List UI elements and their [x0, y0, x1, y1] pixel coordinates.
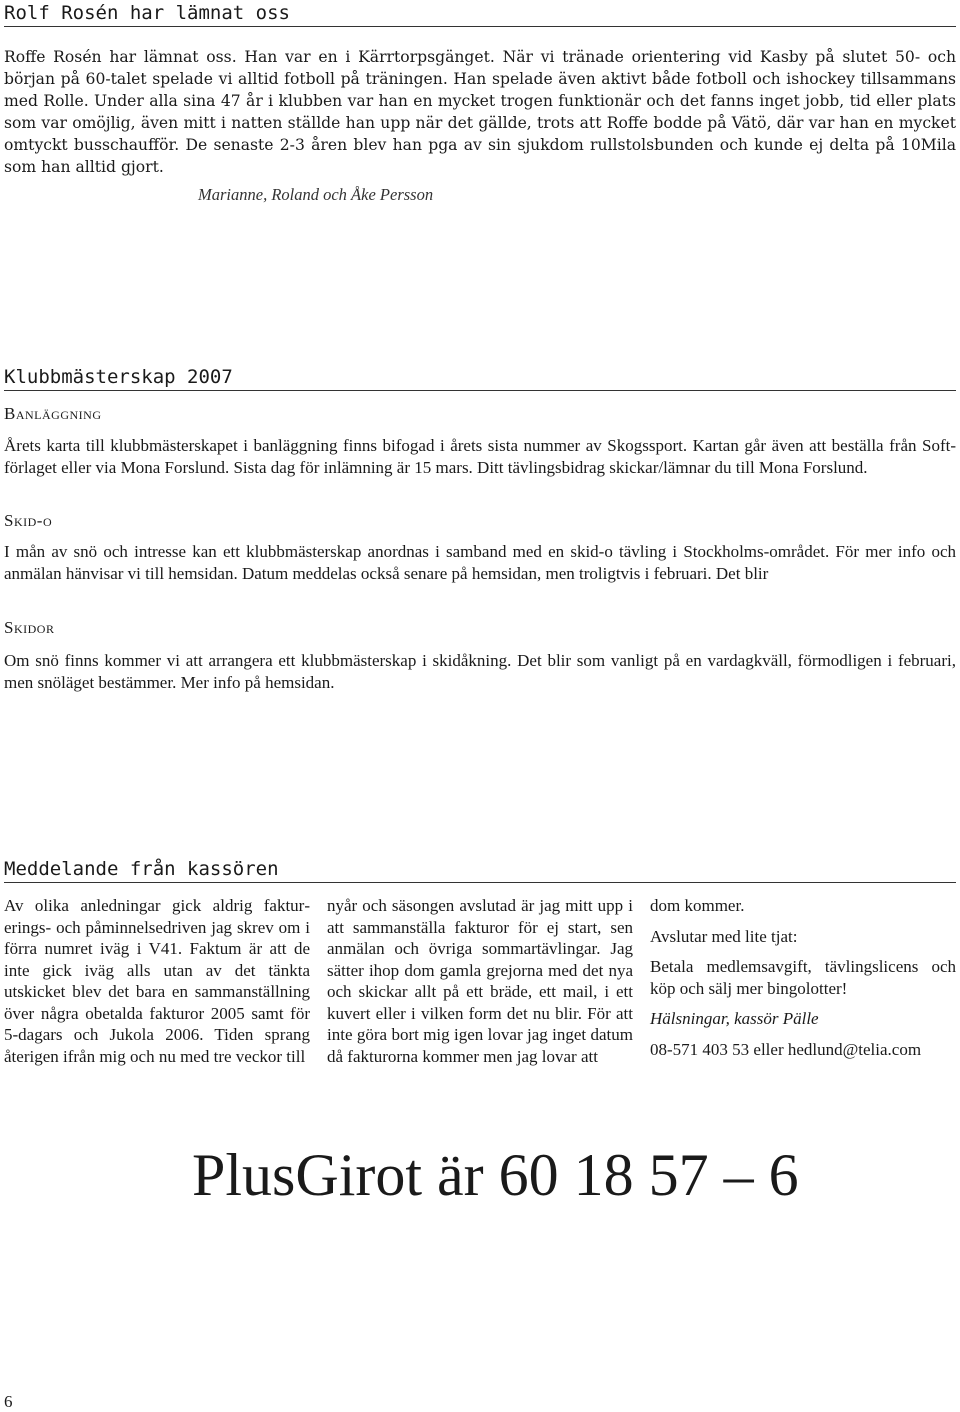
section-heading-kassoren: Meddelande från kassören — [4, 858, 956, 883]
page-number: 6 — [4, 1392, 13, 1411]
treasurer-signature: Hälsningar, kassör Pälle — [650, 1009, 819, 1028]
subheading-skidor: Skidor — [4, 618, 55, 637]
treasurer-text-3c: Betala medlemsavgift, tävlingslicens och köp och sälj mer bingolotter! — [650, 957, 956, 998]
treasurer-text-3b: Avslutar med lite tjat: — [650, 926, 798, 946]
treasurer-column-1 — [4, 895, 310, 1067]
subheading-banlaggning: Banläggning — [4, 404, 102, 423]
treasurer-text-2: nyår och säsongen avslutad är jag mitt upp i att sammanställa fakturor för ej start, sen anmälan och övriga sommartävlingar. Jag sätter ihop dom gamla grejorna med det nya och skickar allt på ett bräde, ett mail, i ett kuvert eller i vilken form det nu blir. För att inte göra bort mig igen lovar jag inget datum då fakturorna kommer men jag lovar att — [327, 896, 633, 1066]
plusgiro-number: PlusGirot är 60 18 57 – 6 — [192, 1142, 799, 1208]
treasurer-contact: 08-571 403 53 eller hedlund@telia.com — [650, 1039, 922, 1059]
treasurer-column-2 — [327, 895, 633, 1067]
section-heading-klubbmasterskap: Klubbmästerskap 2007 — [4, 366, 956, 391]
treasurer-text-1: Av olika anledningar gick aldrig fakturerings- och påminnelsedriven jag skrev om i förra numret iväg i V41. Faktum är att de inte gick iväg alls utan av det tänkta utskicket blev det bara en sammanställning över några obetalda fakturor 2005 samt för 5-dagars och Jukola 2006. Tiden sprang återigen ifrån mig och nu med tre veckor till — [4, 896, 310, 1066]
obituary-paragraph: Roffe Rosén har lämnat oss. Han var en i Kärrtorpsgänget. När vi tränade orientering vid Kasby på slutet 50- och början på 60-talet spelade vi alltid fotboll på träningen. Han spelade även aktivt både fotboll och ishockey tillsammans med Rolle. Under alla sina 47 år i klubben var han en mycket trogen funktionär och det fanns inget jobb, tid eller plats som var omöjlig, även mitt i natten ställde han upp när det gällde, trots att Roffe bodde på Vätö, där var han en mycket omtyckt busschaufför. De senaste 2-3 åren blev han pga av sin sjukdom rullstolsbunden och kunde ej delta på 10Mila som han alltid gjort. — [4, 48, 956, 176]
obituary-signature: Marianne, Roland och Åke Persson — [198, 185, 434, 204]
treasurer-text-3a: dom kommer. — [650, 896, 745, 915]
skido-paragraph: I mån av snö och intresse kan ett klubbmästerskap anordnas i samband med en skid-o tävling i Stockholms-området. För mer info och anmälan hänvisar vi till hemsidan. Datum meddelas också senare på hemsidan, men troligtvis i februari. Det blir — [4, 542, 956, 583]
skidor-paragraph: Om snö finns kommer vi att arrangera ett klubbmästerskap i skidåkning. Det blir som vanligt på en vardagkväll, förmodligen i februari, men snöläget bestämmer. Mer info på hemsidan. — [4, 651, 956, 692]
treasurer-column-3 — [650, 895, 956, 1069]
section-heading-rolf-rosen: Rolf Rosén har lämnat oss — [4, 2, 956, 27]
banlaggning-paragraph: Årets karta till klubbmästerskapet i banläggning finns bifogad i årets sista nummer av Skogssport. Kartan går även att beställa från Soft-förlaget eller via Mona Forslund. Sista dag för inlämning är 15 mars. Ditt tävlingsbidrag skickar/lämnar du till Mona Forslund. — [4, 436, 956, 477]
subheading-skido: Skid-o — [4, 511, 53, 530]
